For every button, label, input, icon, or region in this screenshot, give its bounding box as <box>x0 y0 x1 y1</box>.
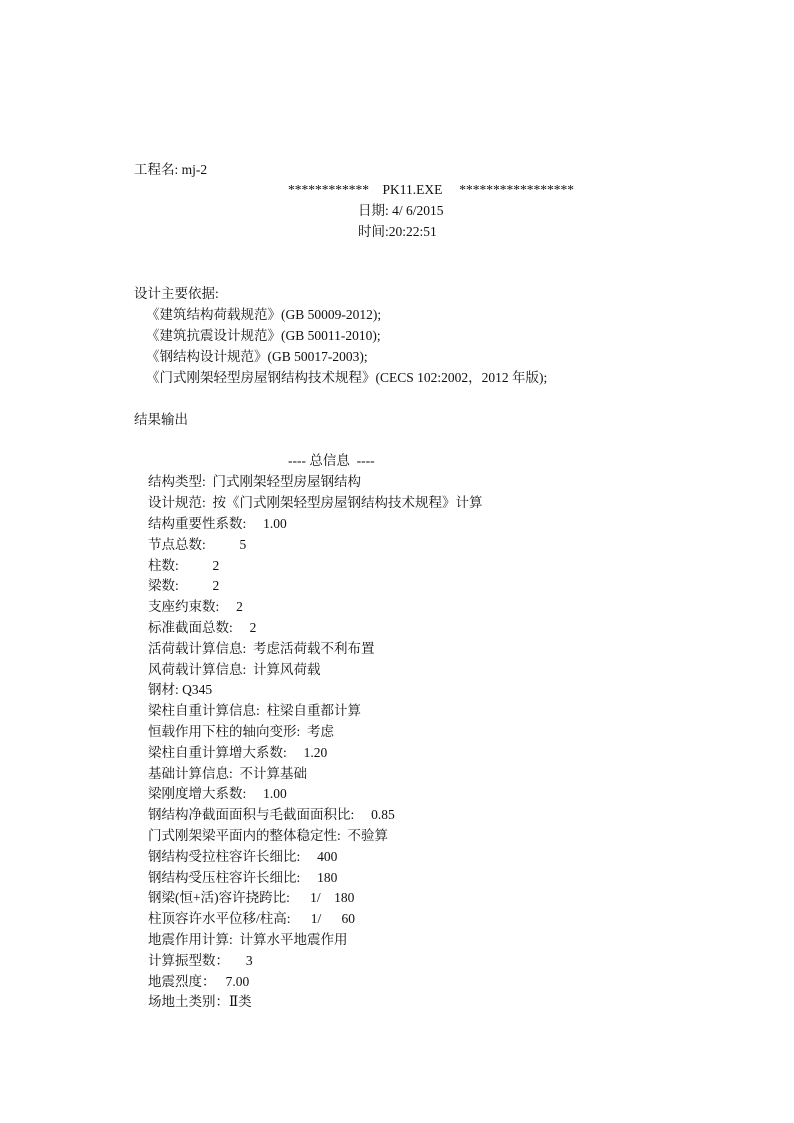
info-line: 钢结构净截面面积与毛截面面积比: 0.85 <box>148 807 395 822</box>
info-line: 门式刚架梁平面内的整体稳定性: 不验算 <box>148 828 389 843</box>
design-code: 《建筑抗震设计规范》(GB 50011-2010); <box>146 328 381 343</box>
info-line: 节点总数: 5 <box>148 537 247 552</box>
results-title: 结果输出 <box>134 412 188 427</box>
info-line: 场地土类别：Ⅱ类 <box>148 994 252 1009</box>
info-line: 基础计算信息: 不计算基础 <box>148 766 308 781</box>
info-line: 标准截面总数: 2 <box>148 620 257 635</box>
info-line: 柱数: 2 <box>148 558 220 573</box>
info-line: 地震作用计算: 计算水平地震作用 <box>148 932 348 947</box>
info-line: 计算振型数： 3 <box>148 953 253 968</box>
info-line: 梁刚度增大系数: 1.00 <box>148 786 287 801</box>
info-line: 钢结构受拉柱容许长细比: 400 <box>148 849 338 864</box>
info-line: 柱顶容许水平位移/柱高: 1/ 60 <box>148 911 356 926</box>
info-line: 梁数: 2 <box>148 578 220 593</box>
info-line: 梁柱自重计算增大系数: 1.20 <box>148 745 328 760</box>
info-line: 活荷载计算信息: 考虑活荷载不利布置 <box>148 641 375 656</box>
program-banner: ************ PK11.EXE ***************** <box>288 182 574 197</box>
info-line: 结构重要性系数: 1.00 <box>148 516 287 531</box>
run-time: 时间:20:22:51 <box>358 224 437 239</box>
info-line: 钢结构受压柱容许长细比: 180 <box>148 870 338 885</box>
info-line: 风荷载计算信息: 计算风荷载 <box>148 662 321 677</box>
info-line: 钢材: Q345 <box>148 682 213 697</box>
design-basis-title: 设计主要依据: <box>134 286 219 301</box>
info-line: 梁柱自重计算信息: 柱梁自重都计算 <box>148 703 362 718</box>
info-line: 设计规范: 按《门式刚架轻型房屋钢结构技术规程》计算 <box>148 495 483 510</box>
project-name: 工程名: mj-2 <box>134 162 208 177</box>
general-info-heading: ---- 总信息 ---- <box>288 453 375 468</box>
info-line: 结构类型: 门式刚架轻型房屋钢结构 <box>148 474 362 489</box>
info-line: 地震烈度： 7.00 <box>148 974 250 989</box>
info-line: 钢梁(恒+活)容许挠跨比: 1/ 180 <box>148 890 355 905</box>
design-code: 《建筑结构荷载规范》(GB 50009-2012); <box>146 307 382 322</box>
info-line: 恒载作用下柱的轴向变形: 考虑 <box>148 724 335 739</box>
info-line: 支座约束数: 2 <box>148 599 243 614</box>
run-date: 日期: 4/ 6/2015 <box>358 203 444 218</box>
design-code: 《门式刚架轻型房屋钢结构技术规程》(CECS 102:2002，2012 年版); <box>146 370 548 385</box>
design-code: 《钢结构设计规范》(GB 50017-2003); <box>146 349 368 364</box>
